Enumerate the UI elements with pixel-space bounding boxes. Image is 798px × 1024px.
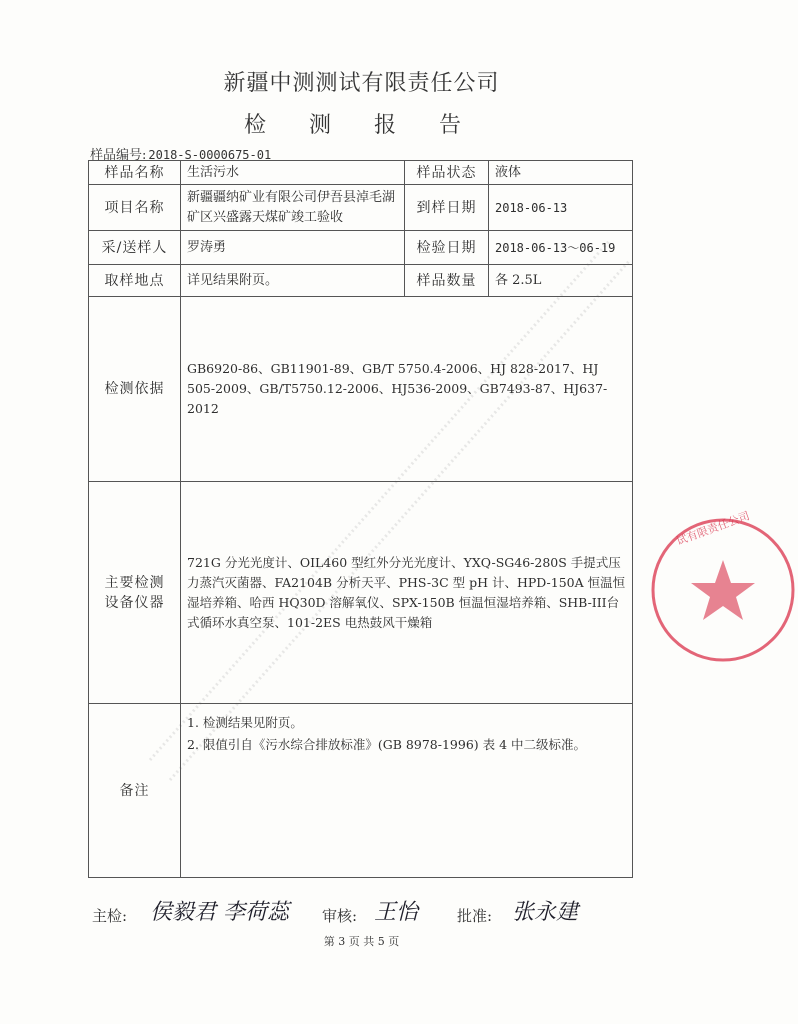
sample-name-value: 生活污水 xyxy=(181,161,405,185)
location-value: 详见结果附页。 xyxy=(181,265,405,297)
project-name-label: 项目名称 xyxy=(89,185,181,231)
table-row xyxy=(89,231,633,265)
sample-name-label: 样品名称 xyxy=(89,161,181,185)
table-row xyxy=(89,482,633,704)
quantity-value: 各 2.5L xyxy=(489,265,633,297)
svg-text:试有限责任公司: 试有限责任公司 xyxy=(674,509,752,548)
remark-note-2: 2. 限值引自《污水综合排放标准》(GB 8978-1996) 表 4 中二级标准。 xyxy=(187,737,587,752)
sender-label: 采/送样人 xyxy=(89,231,181,265)
test-date-value: 2018-06-13～06-19 xyxy=(489,231,633,265)
remarks-value xyxy=(181,704,633,878)
arrival-date-value: 2018-06-13 xyxy=(489,185,633,231)
table-row xyxy=(89,265,633,297)
arrival-date-label: 到样日期 xyxy=(405,185,489,231)
page-number: 第 3 页 共 5 页 xyxy=(323,935,400,948)
report-table xyxy=(88,160,633,878)
table-row xyxy=(89,185,633,231)
approver-label: 批准: xyxy=(457,907,493,925)
equipment-value: 721G 分光光度计、OIL460 型红外分光光度计、YXQ-SG46-280S 手提式压力蒸汽灭菌器、FA2104B 分析天平、PHS-3C 型 pH 计、HPD-150A 恒温恒湿培养箱、哈西 HQ30D 溶解氧仪、SPX-150B 恒温恒湿培养箱、SHB-III台式循环水真空泵、101-2ES 电热鼓风干燥箱 xyxy=(181,482,633,704)
reviewer-label: 审核: xyxy=(322,907,358,925)
equipment-label-line1: 主要检测 xyxy=(104,574,165,591)
inspector-label: 主检: xyxy=(92,907,128,925)
test-date-label: 检验日期 xyxy=(405,231,489,265)
location-label: 取样地点 xyxy=(89,265,181,297)
report-title: 检 测 报 告 xyxy=(244,113,479,138)
project-name-value: 新疆疆纳矿业有限公司伊吾县淖毛湖矿区兴盛露天煤矿竣工验收 xyxy=(181,185,405,231)
company-title: 新疆中测测试有限责任公司 xyxy=(223,71,500,96)
table-row xyxy=(89,161,633,185)
equipment-label-line2: 设备仪器 xyxy=(104,594,165,611)
basis-label: 检测依据 xyxy=(89,297,181,482)
company-seal xyxy=(648,509,798,665)
inspector-signature: 侯毅君 李荷蕊 xyxy=(150,900,289,925)
table-row xyxy=(89,297,633,482)
equipment-label xyxy=(89,482,181,704)
quantity-label: 样品数量 xyxy=(405,265,489,297)
reviewer-signature: 王怡 xyxy=(374,900,419,925)
sender-value: 罗涛勇 xyxy=(181,231,405,265)
sample-state-value: 液体 xyxy=(489,161,633,185)
remark-note-1: 1. 检测结果见附页。 xyxy=(187,715,303,730)
table-row xyxy=(89,704,633,878)
signature-row xyxy=(92,895,652,935)
remarks-label: 备注 xyxy=(89,704,181,878)
basis-value: GB6920-86、GB11901-89、GB/T 5750.4-2006、HJ 828-2017、HJ 505-2009、GB/T5750.12-2006、HJ536-2009、GB7493-87、HJ637-2012 xyxy=(181,297,633,482)
sample-number-value: 2018-S-0000675-01 xyxy=(148,148,272,162)
sample-number-label: 样品编号: xyxy=(90,148,147,163)
sample-state-label: 样品状态 xyxy=(405,161,489,185)
approver-signature: 张永建 xyxy=(512,900,579,925)
